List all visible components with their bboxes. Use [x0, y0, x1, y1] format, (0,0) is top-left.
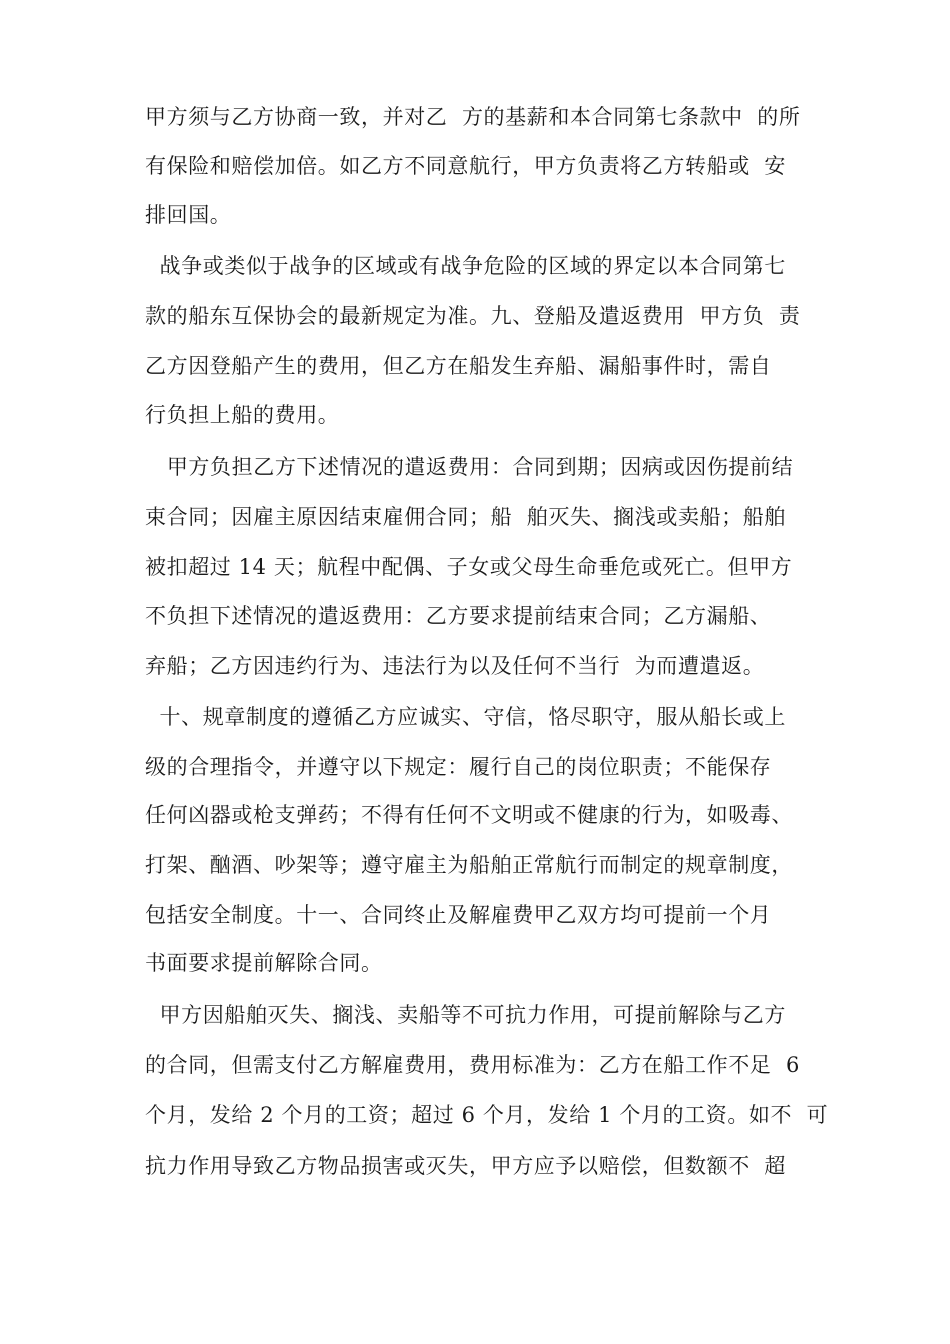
text-line: 被扣超过 14 天；航程中配偶、子女或父母生命垂危或死亡。但甲方 — [145, 555, 793, 579]
text-line: 打架、酗酒、吵架等；遵守雇主为船舶正常航行而制定的规章制度， — [145, 853, 793, 877]
text-line: 抗力作用导致乙方物品损害或灭失，甲方应予以赔偿，但数额不 超 — [145, 1154, 786, 1178]
text-line: 款的船东互保协会的最新规定为准。九、登船及遣返费用 甲方负 责 — [145, 304, 801, 328]
text-line: 行负担上船的费用。 — [145, 403, 340, 427]
text-line: 有保险和赔偿加倍。如乙方不同意航行，甲方负责将乙方转船或 安 — [145, 154, 786, 178]
text-line: 战争或类似于战争的区域或有战争危险的区域的界定以本合同第七 — [145, 254, 786, 278]
text-line: 束合同；因雇主原因结束雇佣合同；船 舶灭失、搁浅或卖船；船舶 — [145, 505, 786, 529]
text-line: 级的合理指令，并遵守以下规定：履行自己的岗位职责；不能保存 — [145, 755, 772, 779]
text-line: 甲方须与乙方协商一致，并对乙 方的基薪和本合同第七条款中 的所 — [145, 105, 801, 129]
text-line: 排回国。 — [145, 203, 232, 227]
text-line: 甲方负担乙方下述情况的遣返费用：合同到期；因病或因伤提前结 — [145, 455, 794, 479]
text-line: 个月，发给 2 个月的工资；超过 6 个月，发给 1 个月的工资。如不 可 — [145, 1103, 829, 1127]
text-line: 甲方因船舶灭失、搁浅、卖船等不可抗力作用，可提前解除与乙方 — [145, 1003, 786, 1027]
text-line: 不负担下述情况的遣返费用：乙方要求提前结束合同；乙方漏船、 — [145, 604, 772, 628]
text-line: 任何凶器或枪支弹药；不得有任何不文明或不健康的行为，如吸毒、 — [145, 803, 793, 827]
text-line: 的合同，但需支付乙方解雇费用，费用标准为：乙方在船工作不足 6 — [145, 1053, 800, 1077]
text-line: 十、规章制度的遵循乙方应诚实、守信，恪尽职守，服从船长或上 — [145, 705, 786, 729]
text-line: 弃船；乙方因违约行为、违法行为以及任何不当行 为而遭遣返。 — [145, 654, 765, 678]
text-line: 包括安全制度。十一、合同终止及解雇费甲乙双方均可提前一个月 — [145, 903, 772, 927]
text-line: 书面要求提前解除合同。 — [145, 951, 383, 975]
text-line: 乙方因登船产生的费用，但乙方在船发生弃船、漏船事件时，需自 — [145, 354, 772, 378]
